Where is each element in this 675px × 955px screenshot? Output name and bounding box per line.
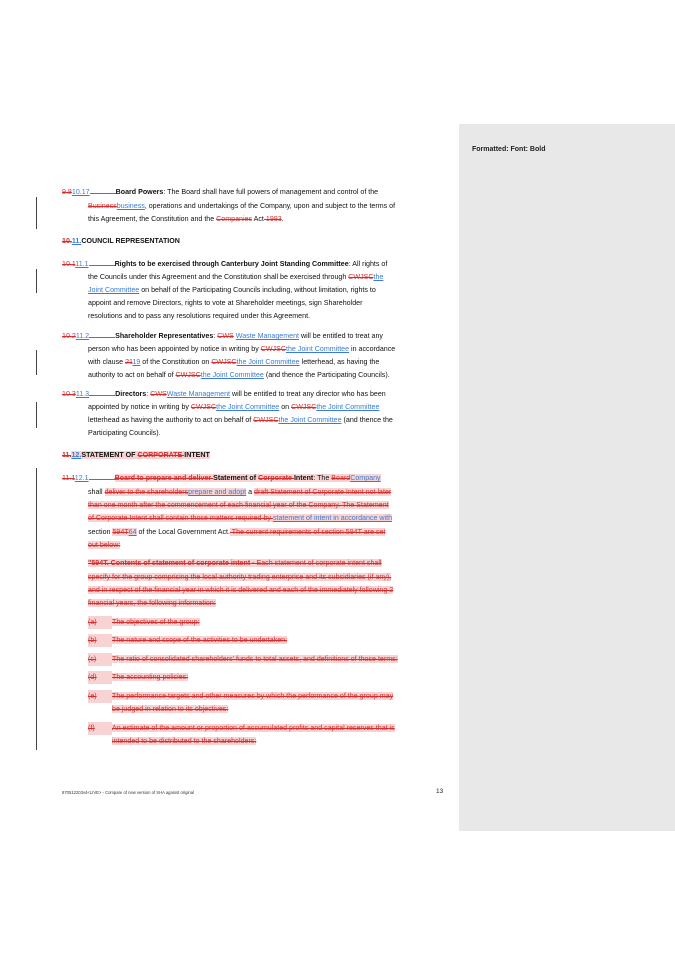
clause-11-3-line-4: Participating Councils). [88,429,161,437]
section-594T-line-4: financial years, the following information: [88,599,216,607]
list-item-e-cont: be judged in relation to its objectives: [112,705,229,713]
clause-10-17-line-3: this Agreement, the Constitution and the Companies Act 1993. [88,215,284,223]
footer-doc-ref: 870512203v4<LIVE> - Compare of new version of SHA against original [62,790,194,795]
clause-12-1-line-1: 11.112.1 Board to prepare and deliver Statement of Corporate Intent: The BoardCompany [62,474,381,482]
clause-11-3-line-1: 10.311.3 Directors: CWSWaste Management will be entitled to treat any director who has been [62,390,386,398]
change-bar [36,468,37,750]
clause-11-1-line-1: 10.111.1 Rights to be exercised through Canterbury Joint Standing Committee: All rights of [62,260,388,268]
clause-11-1-line-3: Joint Committee on behalf of the Participating Councils including, without limitation, rights to [88,286,376,294]
clause-10-17-line-2: Businessbusiness, operations and undertakings of the Company, upon and subject to the terms of [88,202,396,210]
list-item-b: (b) The nature and scope of the activities to be undertaken: [88,634,483,647]
clause-11-3-line-3: letterhead as having the authority to act on behalf of CWJSCthe Joint Committee (and thence the [88,416,393,424]
clause-11-1-line-2: the Councils under this Agreement and the Constitution shall be exercised through CWJSCthe [88,273,384,281]
comment-title: Formatted: Font: Bold [472,146,546,153]
clause-11-1-line-4: appoint and remove Directors, rights to vote at Shareholder meetings, sign Shareholder [88,299,363,307]
list-item-c: (c) The ratio of consolidated shareholders' funds to total assets, and definitions of those terms: [88,653,483,666]
clause-11-2-line-3: with clause 2119 of the Constitution on CWJSCthe Joint Committee letterhead, as having the [88,358,380,366]
clause-11-2-line-4: authority to act on behalf of CWJSCthe Joint Committee (and thence the Participating Councils). [88,371,390,379]
comment-pane [459,124,675,831]
change-bar [36,402,37,428]
list-item-a: (a) The objectives of the group: [88,616,483,629]
clause-11-1-line-5: resolutions and to pass any resolutions required under this Agreement. [88,312,311,320]
clause-11-3-line-2: appointed by notice in writing by CWJSCthe Joint Committee on CWJSCthe Joint Committee [88,403,380,411]
section-594T-line-2: specify for the group comprising the local authority trading enterprise and its subsidiaries (if any), [88,573,392,581]
clause-12-1-line-2: shall deliver to the shareholdersprepare and adopt a draft Statement of Corporate Intent not later [88,488,392,496]
section-594T-line-3: and in respect of the financial year in which it is delivered and each of the immediately following 2 [88,586,394,594]
clause-11-2-line-2: person who has been appointed by notice in writing by CWJSCthe Joint Committee in accordance [88,345,396,353]
clause-12-1-line-4: of Corporate Intent shall contain those matters required by statement of intent in accordance with [88,514,393,522]
clause-12-1-line-6: out below: [88,541,121,549]
clause-12-1-line-3: than one month after the commencement of each financial year of the Company. The Statement [88,501,389,509]
list-item-f-cont: intended to be distributed to the shareholders: [112,737,257,745]
clause-10-17-line-1: 9.810.17 Board Powers: The Board shall have full powers of management and control of the [62,188,379,196]
change-bar [36,350,37,375]
clause-12-1-line-5: section 594T64 of the Local Government Act. The current requirements of section 594T are set [88,528,386,536]
heading-11: 10.11.COUNCIL REPRESENTATION [62,237,180,245]
change-bar [36,197,37,229]
clause-11-2-line-1: 10.211.2 Shareholder Representatives: CWS Waste Management will be entitled to treat any [62,332,383,340]
page-number: 13 [436,788,444,795]
heading-12: 11.12.STATEMENT OF CORPORATE INTENT [62,451,210,459]
list-item-e: (e) The performance targets and other measures by which the performance of the group may [88,690,483,703]
section-594T-line-1: "594T. Contents of statement of corporate intent - Each statement of corporate intent shall [88,559,382,567]
list-item-d: (d) The accounting policies: [88,671,483,684]
list-item-f: (f) An estimate of the amount or proportion of accumulated profits and capital reserves that is [88,722,483,735]
change-bar [36,269,37,293]
